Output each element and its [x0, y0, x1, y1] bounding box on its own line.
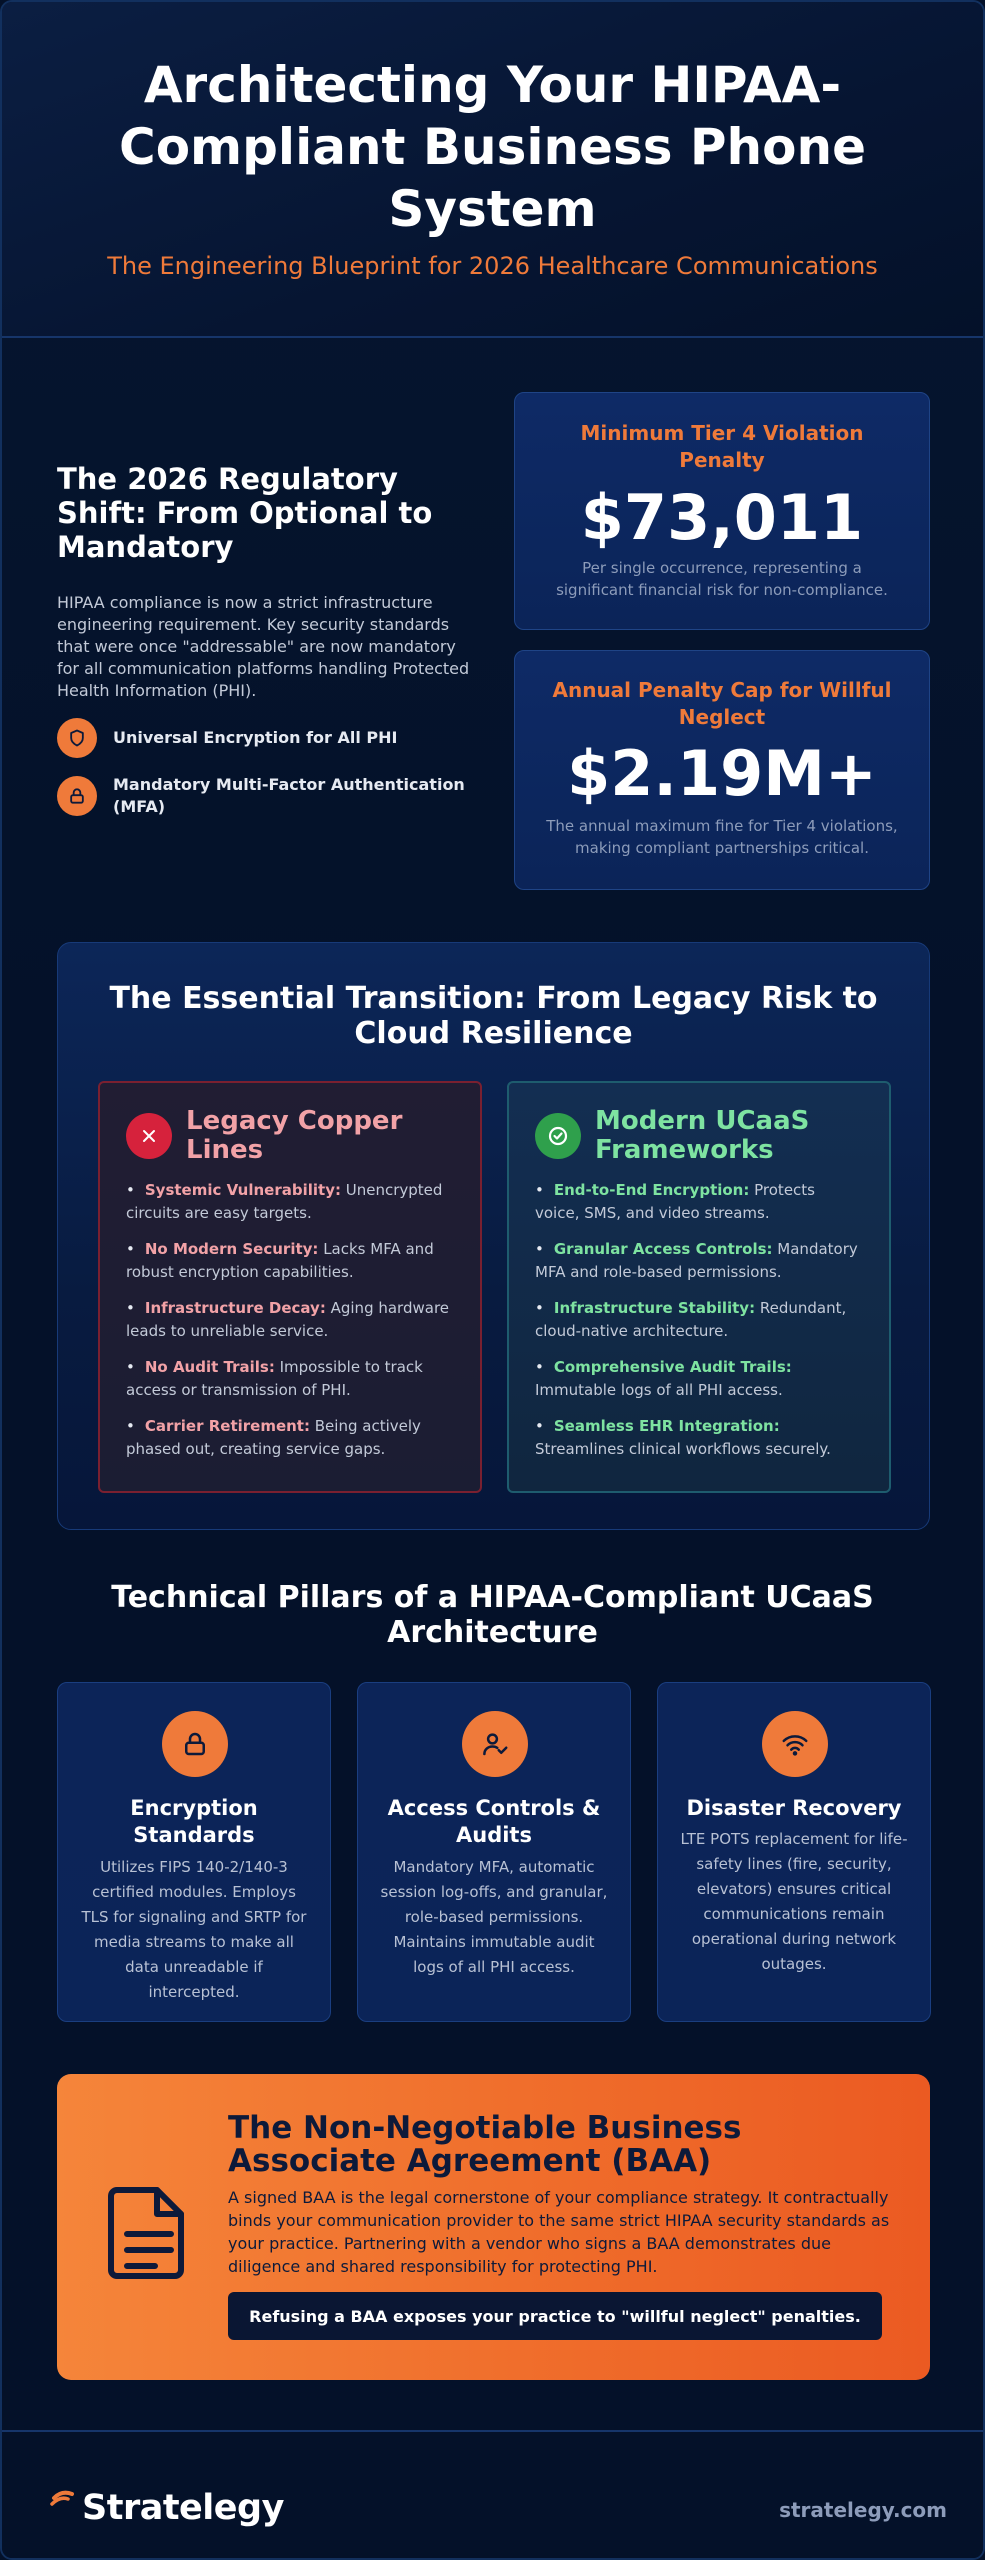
stat-title: Annual Penalty Cap for Willful Neglect — [552, 678, 892, 729]
pillar-access-controls — [357, 1682, 631, 2022]
shield-icon — [57, 718, 97, 758]
stat-card-annual-cap — [514, 650, 930, 890]
transition-section — [57, 942, 930, 1530]
feature-label: Mandatory Multi-Factor Authentication (MFA) — [113, 775, 465, 816]
site-link[interactable]: stratelegy.com — [779, 2498, 947, 2522]
wifi-icon — [762, 1711, 828, 1777]
stat-card-min-penalty — [514, 392, 930, 630]
list-item: • No Modern Security: Lacks MFA and robust encryption capabilities. — [126, 1240, 434, 1281]
feature-mfa — [57, 774, 493, 818]
logo-mark-icon — [50, 2488, 84, 2528]
list-item: • Seamless EHR Integration: Streamlines clinical workflows securely. — [535, 1417, 831, 1458]
modern-title: Modern UCaaS Frameworks — [595, 1106, 810, 1165]
pillars-heading: Technical Pillars of a HIPAA-Compliant UCaaS Architecture — [111, 1580, 874, 1650]
page-title: Architecting Your HIPAA-Compliant Business Phone System — [119, 56, 866, 238]
list-item: • Granular Access Controls: Mandatory MFA and role-based permissions. — [535, 1240, 858, 1281]
lock-icon — [162, 1711, 228, 1777]
pillar-title: Disaster Recovery — [686, 1796, 902, 1820]
baa-section — [57, 2074, 930, 2380]
stat-note: The annual maximum fine for Tier 4 violations, making compliant partnerships critical. — [546, 817, 898, 857]
user-check-icon — [462, 1711, 528, 1777]
pillar-encryption — [57, 1682, 331, 2022]
regulatory-body: HIPAA compliance is now a strict infrastructure engineering requirement. Key security standards that were once "addressable" are now mandatory for all communication platforms handling Protected Health Information (PHI). — [57, 593, 470, 700]
header — [2, 2, 983, 338]
pillar-text: Utilizes FIPS 140-2/140-3 certified modules. Employs TLS for signaling and SRTP for media streams to make all data unreadable if intercepted. — [81, 1858, 307, 2001]
regulatory-heading: The 2026 Regulatory Shift: From Optional to Mandatory — [57, 462, 433, 564]
brand-name: Stratelegy — [82, 2488, 284, 2528]
list-item: • Infrastructure Decay: Aging hardware leads to unreliable service. — [126, 1299, 450, 1340]
modern-list — [535, 1179, 863, 1461]
page-subtitle: The Engineering Blueprint for 2026 Healthcare Communications — [107, 252, 878, 280]
legacy-title: Legacy Copper Lines — [186, 1106, 403, 1165]
legacy-list — [126, 1179, 454, 1461]
pillar-title: Encryption Standards — [130, 1796, 258, 1847]
stat-value: $2.19M+ — [567, 737, 877, 810]
baa-body: A signed BAA is the legal cornerstone of your compliance strategy. It contractually binds your communication provider to the same strict HIPAA security standards as your practice. Partnering with a vendor who signs a BAA demonstrates due diligence and shared responsibility for protecting PHI. — [228, 2188, 890, 2276]
legacy-column — [98, 1081, 482, 1493]
list-item: • End-to-End Encryption: Protects voice, SMS, and video streams. — [535, 1181, 815, 1222]
feature-label: Universal Encryption for All PHI — [113, 728, 398, 747]
stat-value: $73,011 — [580, 481, 864, 554]
pillar-disaster-recovery — [657, 1682, 931, 2022]
baa-heading: The Non-Negotiable Business Associate Agreement (BAA) — [228, 2110, 742, 2179]
pillar-text: LTE POTS replacement for life-safety lines (fire, security, elevators) ensures critical communications remain operational during network outages. — [680, 1830, 908, 1973]
stat-title: Minimum Tier 4 Violation Penalty — [580, 421, 864, 472]
check-circle-icon — [535, 1113, 581, 1159]
list-item: • Carrier Retirement: Being actively phased out, creating service gaps. — [126, 1417, 421, 1458]
lock-icon — [57, 776, 97, 816]
footer — [2, 2430, 983, 2560]
pillar-title: Access Controls & Audits — [387, 1796, 601, 1847]
regulatory-section — [57, 462, 477, 702]
transition-heading: The Essential Transition: From Legacy Risk to Cloud Resilience — [109, 981, 878, 1051]
list-item: • Infrastructure Stability: Redundant, cloud-native architecture. — [535, 1299, 847, 1340]
list-item: • Comprehensive Audit Trails: Immutable logs of all PHI access. — [535, 1358, 792, 1399]
brand-logo[interactable] — [50, 2488, 284, 2528]
feature-encryption — [57, 718, 493, 758]
stat-note: Per single occurrence, representing a significant financial risk for non-compliance. — [556, 559, 888, 599]
list-item: • Systemic Vulnerability: Unencrypted circuits are easy targets. — [126, 1181, 443, 1222]
document-icon — [107, 2182, 191, 2286]
x-circle-icon — [126, 1113, 172, 1159]
pillar-text: Mandatory MFA, automatic session log-offs, and granular, role-based permissions. Maintains immutable audit logs of all PHI access. — [380, 1858, 608, 1976]
list-item: • No Audit Trails: Impossible to track access or transmission of PHI. — [126, 1358, 423, 1399]
modern-column — [507, 1081, 891, 1493]
baa-callout: Refusing a BAA exposes your practice to "willful neglect" penalties. — [228, 2292, 882, 2340]
